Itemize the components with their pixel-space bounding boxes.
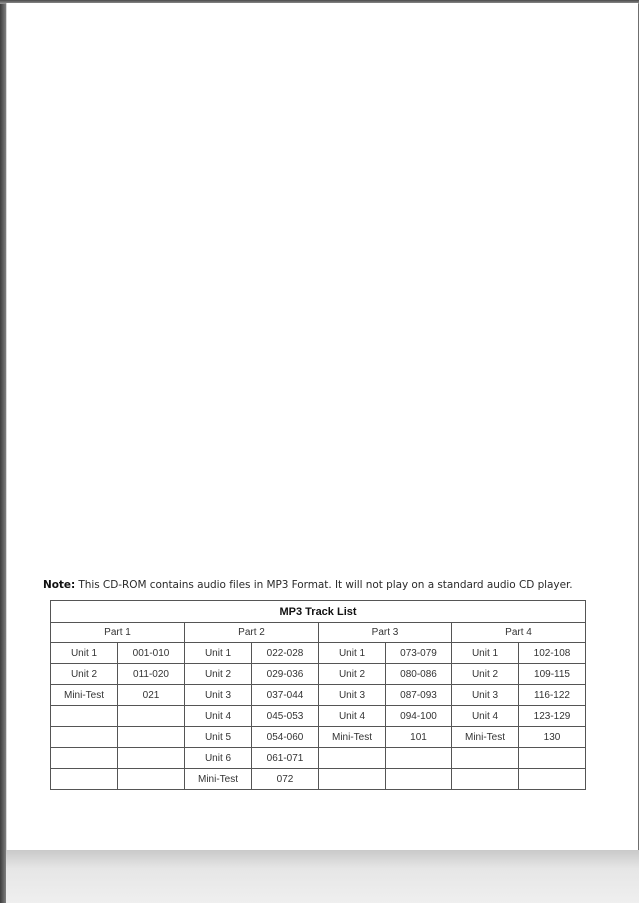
unit-cell: Mini-Test — [185, 769, 252, 790]
track-range-cell — [118, 706, 185, 727]
track-range-cell: 073-079 — [386, 643, 452, 664]
cd-rom-note — [43, 579, 628, 591]
track-range-cell: 094-100 — [386, 706, 452, 727]
part-1-header: Part 1 — [51, 623, 185, 643]
unit-cell: Unit 5 — [185, 727, 252, 748]
unit-cell: Unit 4 — [319, 706, 386, 727]
unit-cell — [452, 769, 519, 790]
unit-cell: Unit 4 — [185, 706, 252, 727]
table-row — [51, 727, 586, 748]
table-row — [51, 769, 586, 790]
table-row — [51, 685, 586, 706]
track-range-cell: 001-010 — [118, 643, 185, 664]
track-range-cell: 080-086 — [386, 664, 452, 685]
track-range-cell: 116-122 — [519, 685, 586, 706]
unit-cell: Unit 1 — [185, 643, 252, 664]
track-range-cell — [386, 748, 452, 769]
unit-cell: Unit 1 — [51, 643, 118, 664]
track-range-cell: 037-044 — [252, 685, 319, 706]
track-range-cell — [118, 727, 185, 748]
track-range-cell: 054-060 — [252, 727, 319, 748]
unit-cell: Unit 3 — [185, 685, 252, 706]
track-range-cell: 102-108 — [519, 643, 586, 664]
track-range-cell — [386, 769, 452, 790]
unit-cell: Unit 1 — [452, 643, 519, 664]
unit-cell: Unit 2 — [452, 664, 519, 685]
track-range-cell: 072 — [252, 769, 319, 790]
track-range-cell: 022-028 — [252, 643, 319, 664]
unit-cell: Unit 2 — [51, 664, 118, 685]
track-range-cell — [118, 748, 185, 769]
unit-cell — [51, 748, 118, 769]
track-range-cell: 021 — [118, 685, 185, 706]
unit-cell: Unit 6 — [185, 748, 252, 769]
unit-cell: Mini-Test — [452, 727, 519, 748]
note-text: This CD-ROM contains audio files in MP3 Format. It will not play on a standard audio CD player. — [75, 579, 573, 591]
unit-cell — [51, 727, 118, 748]
unit-cell: Unit 2 — [185, 664, 252, 685]
track-range-cell: 123-129 — [519, 706, 586, 727]
table-row — [51, 664, 586, 685]
unit-cell — [452, 748, 519, 769]
track-range-cell: 011-020 — [118, 664, 185, 685]
unit-cell: Unit 3 — [319, 685, 386, 706]
unit-cell — [51, 769, 118, 790]
track-range-cell: 087-093 — [386, 685, 452, 706]
unit-cell — [319, 769, 386, 790]
unit-cell: Unit 4 — [452, 706, 519, 727]
track-range-cell: 045-053 — [252, 706, 319, 727]
unit-cell: Unit 3 — [452, 685, 519, 706]
track-range-cell: 061-071 — [252, 748, 319, 769]
unit-cell: Mini-Test — [51, 685, 118, 706]
track-range-cell: 130 — [519, 727, 586, 748]
track-range-cell — [519, 769, 586, 790]
track-range-cell — [519, 748, 586, 769]
unit-cell — [51, 706, 118, 727]
scan-bottom-shadow — [6, 850, 639, 903]
part-4-header: Part 4 — [452, 623, 586, 643]
track-range-cell — [118, 769, 185, 790]
unit-cell — [319, 748, 386, 769]
part-header-row — [51, 623, 586, 643]
unit-cell: Unit 2 — [319, 664, 386, 685]
track-table-body — [51, 623, 586, 790]
track-range-cell: 029-036 — [252, 664, 319, 685]
table-title: MP3 Track List — [51, 601, 586, 623]
part-3-header: Part 3 — [319, 623, 452, 643]
table-row — [51, 748, 586, 769]
track-range-cell: 101 — [386, 727, 452, 748]
part-2-header: Part 2 — [185, 623, 319, 643]
mp3-track-list-table — [50, 600, 586, 790]
unit-cell: Mini-Test — [319, 727, 386, 748]
table-row — [51, 643, 586, 664]
note-label: Note: — [43, 579, 76, 591]
track-range-cell: 109-115 — [519, 664, 586, 685]
unit-cell: Unit 1 — [319, 643, 386, 664]
table-row — [51, 706, 586, 727]
